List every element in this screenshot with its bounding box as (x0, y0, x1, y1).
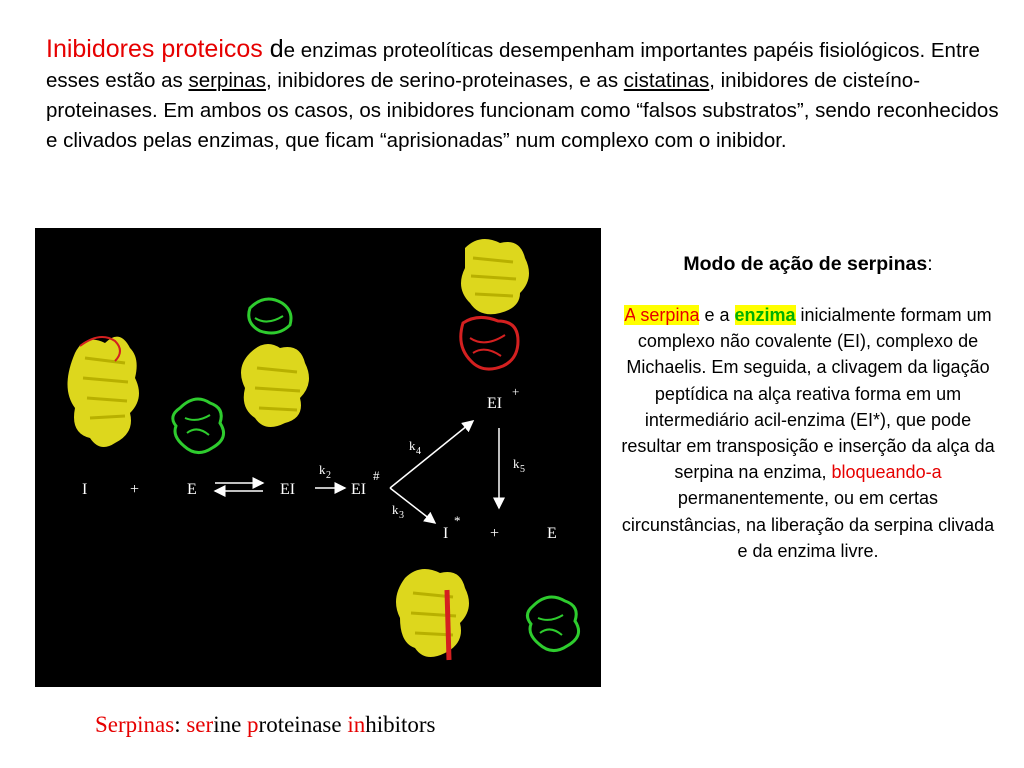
complex-structure-EI-plus (461, 239, 529, 369)
footer-roteinase: roteinase (258, 712, 348, 737)
serpin-structure-I (68, 337, 140, 447)
side-serpina: serpina (635, 305, 700, 325)
label-plus-sup: + (512, 384, 520, 399)
label-k4-sub: 4 (416, 446, 421, 457)
label-EI: EI (280, 481, 296, 498)
label-I-star: I (443, 525, 449, 542)
serpin-mode-of-action (618, 250, 998, 564)
label-EI-hash: EI (351, 481, 367, 498)
footer-serpinas: Serpinas (95, 712, 175, 737)
label-I: I (82, 481, 88, 498)
intro-text: , inibidores de serino-proteinases, e as (265, 69, 624, 92)
serpin-mechanism-figure (35, 228, 601, 687)
side-title-text: Modo de ação de serpinas (683, 253, 928, 275)
enzyme-structure-E (173, 399, 224, 453)
label-k5: k (513, 456, 520, 471)
footer-colon: : (174, 712, 187, 737)
label-E: E (187, 481, 197, 498)
side-text: inicialmente formam um complexo não covalente (EI), complexo de Michaelis. Em seguida, a clivagem da ligação peptídica na alça reativa forma em um intermediário acil-enzima (EI*), que pode resultar em transposição e inserção da alça da serpina na enzima, (621, 305, 995, 483)
side-paragraph (618, 302, 998, 564)
term-cistatinas: cistatinas (623, 69, 710, 92)
serpin-acronym-footer (95, 712, 435, 738)
side-bloqueando: bloqueando-a (831, 462, 942, 483)
label-plus: + (130, 481, 140, 498)
term-serpinas: serpinas (188, 69, 266, 92)
footer-p: p (247, 712, 259, 737)
intro-text: e enzimas proteolíticas desempenham importantes papéis fisiológicos. Entre esses estão as (46, 39, 980, 92)
label-EI-plus: EI (487, 395, 503, 412)
label-k2-sub: 2 (326, 470, 331, 481)
label-star: * (454, 513, 461, 528)
k4-arrow (390, 421, 473, 488)
intro-text: , inibidores de cisteíno-proteinases. Em ambos os casos, os inibidores funcionam como “falsos substratos”, sendo reconhecidos e clivados pelas enzimas, que ficam “aprisionadas” num complexo com o inibidor. (46, 69, 999, 152)
complex-structure-EI (241, 299, 309, 427)
mechanism-diagram (35, 228, 601, 687)
side-title (618, 250, 998, 278)
label-k5-sub: 5 (520, 464, 525, 475)
label-k2: k (319, 462, 326, 477)
label-plus-2: + (490, 525, 500, 542)
side-text: permanentemente, ou em certas circunstâncias, na liberação da serpina clivada e da enzima livre. (621, 488, 995, 561)
label-k4: k (409, 438, 416, 453)
side-title-colon: : (927, 253, 933, 275)
footer-in: in (347, 712, 366, 737)
label-hash: # (373, 468, 380, 483)
footer-ser: ser (186, 712, 214, 737)
footer-hibitors: hibitors (365, 712, 436, 737)
label-E-2: E (547, 525, 557, 542)
side-a: A (624, 305, 636, 325)
intro-text: d (262, 35, 284, 63)
side-enzima: enzima (734, 305, 796, 325)
footer-ine: ine (213, 712, 248, 737)
side-text: e a (699, 305, 735, 325)
intro-paragraph (46, 34, 1006, 156)
intro-term: Inibidores proteicos (46, 35, 263, 63)
label-k3-sub: 3 (399, 510, 404, 521)
complex-structure-EI-star (396, 569, 469, 660)
label-k3: k (392, 502, 399, 517)
enzyme-structure-free (527, 597, 578, 651)
